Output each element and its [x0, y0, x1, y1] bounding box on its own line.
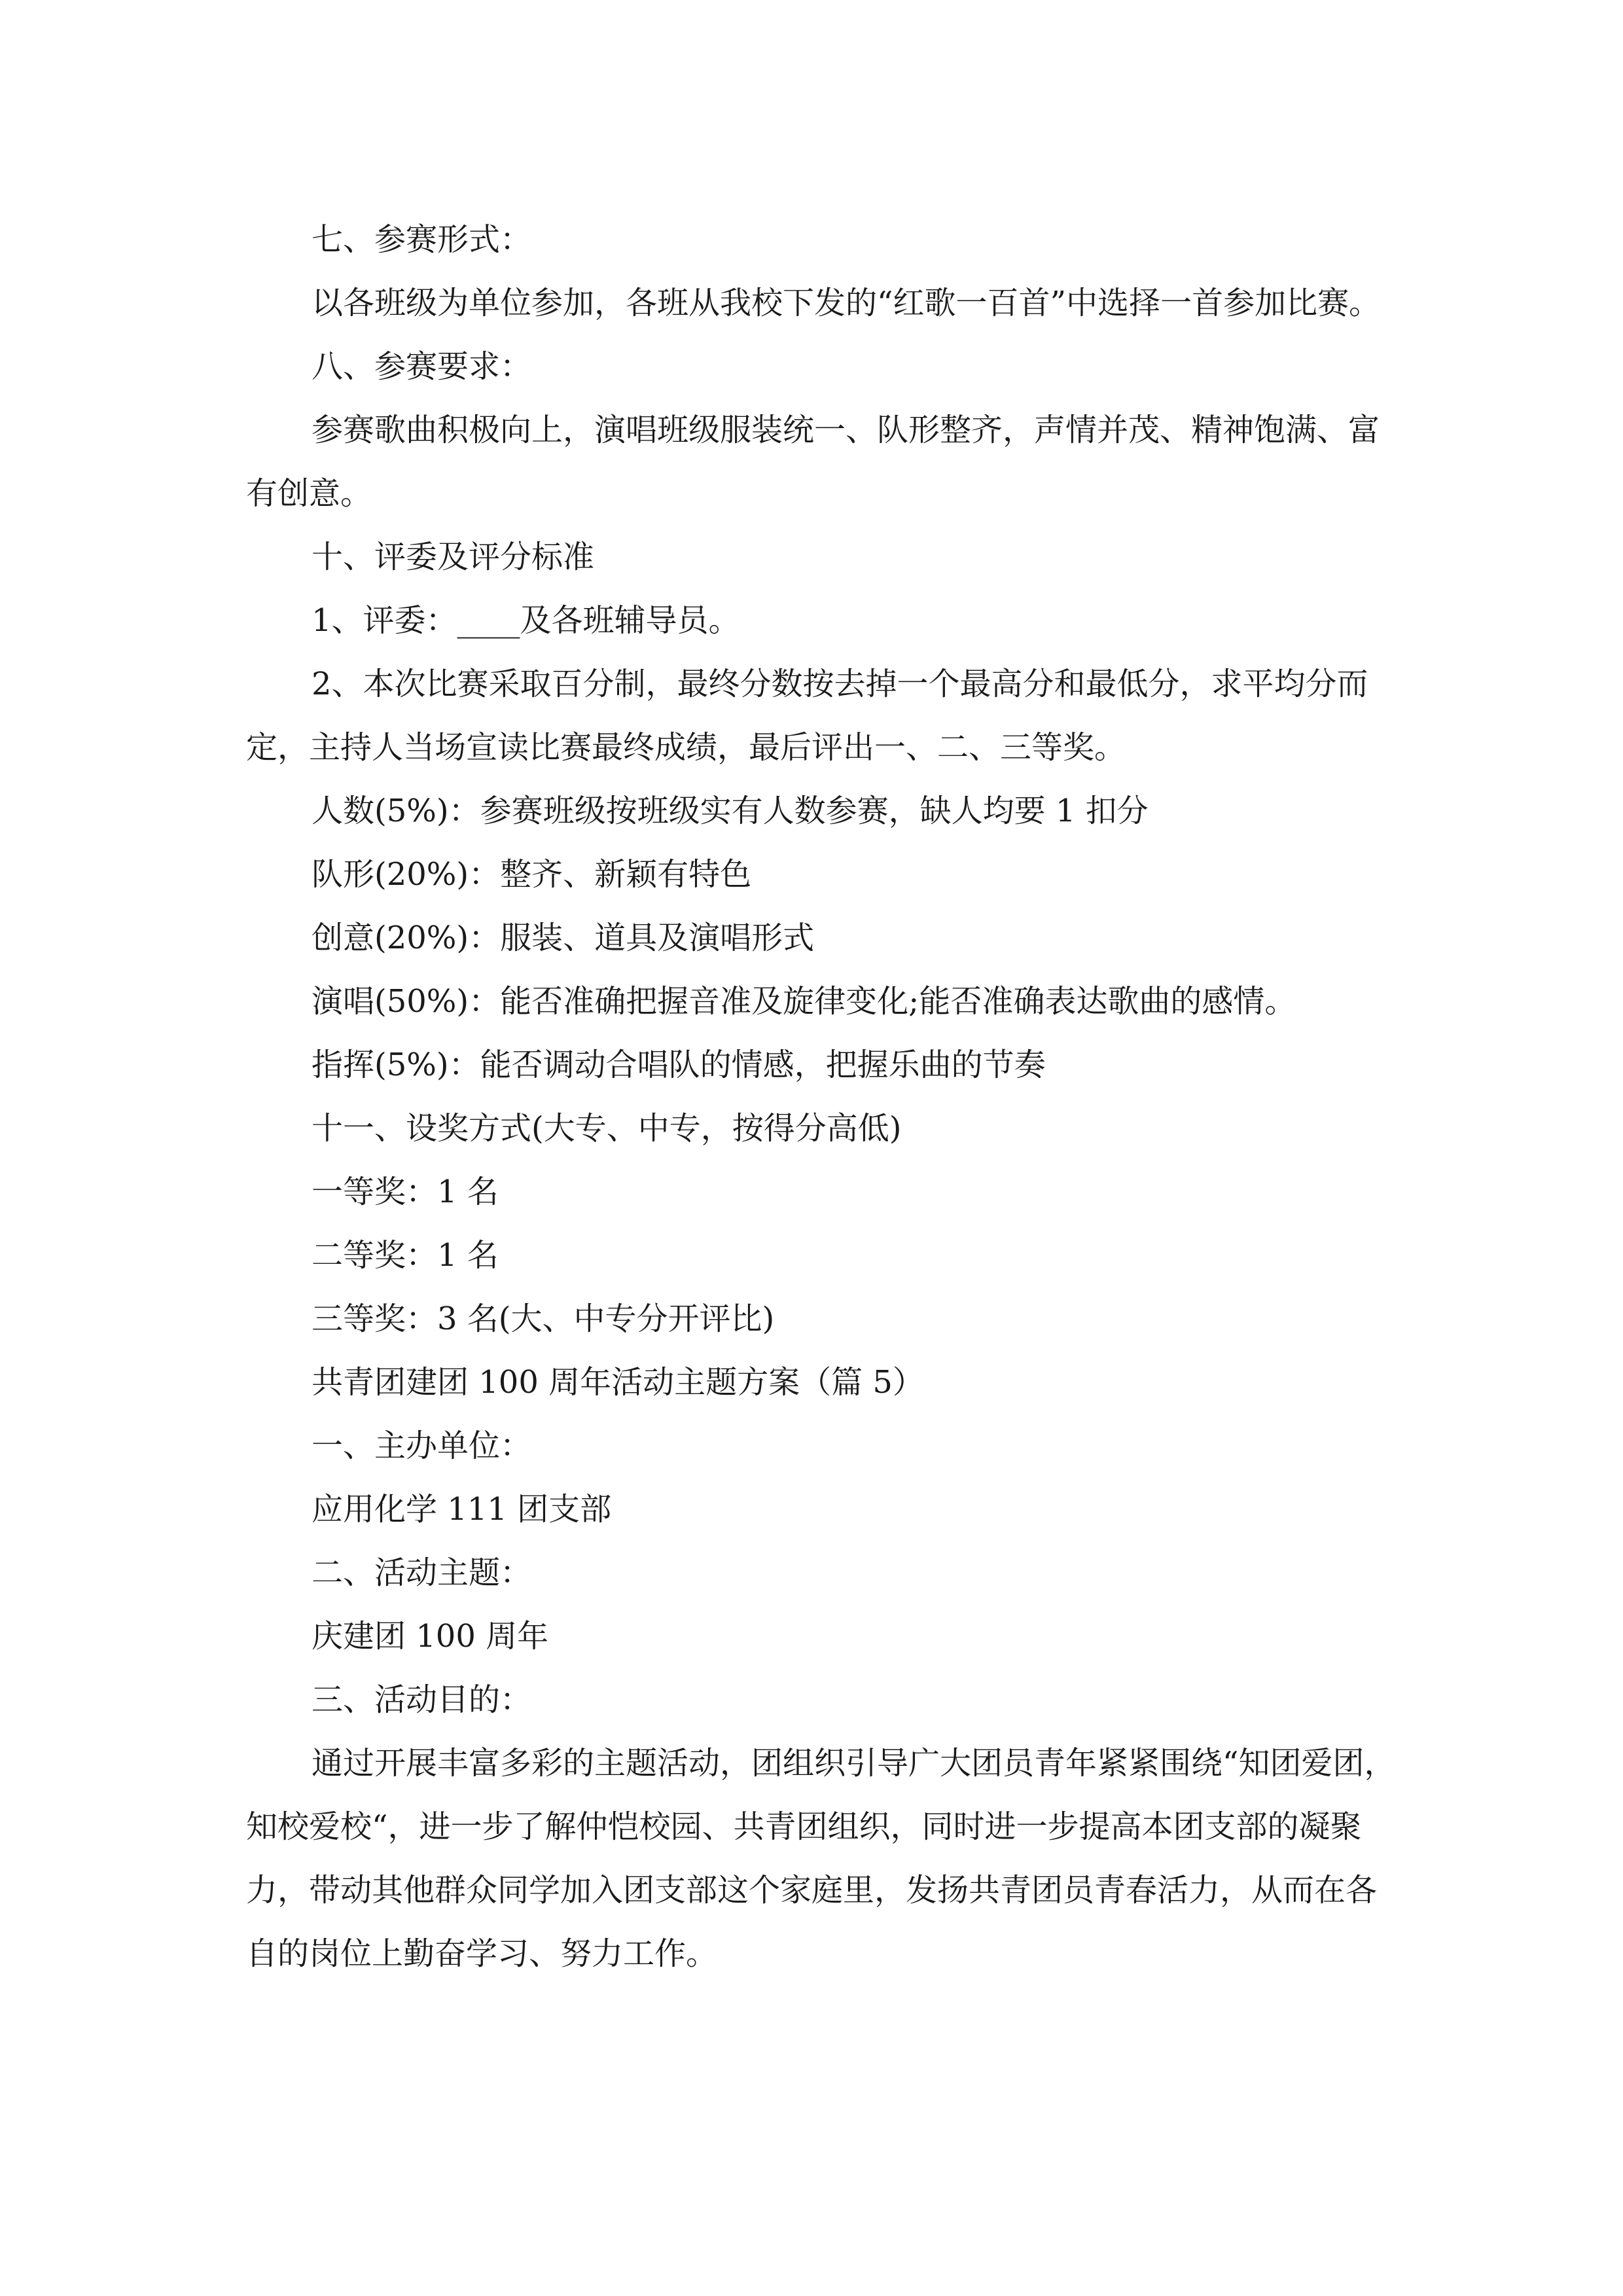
- judges-blank: ____: [457, 602, 520, 639]
- theme-heading: 二、活动主题：: [312, 1554, 532, 1591]
- award-item: 二等奖：1 名: [312, 1237, 499, 1274]
- criterion-item: 人数(5%)：参赛班级按班级实有人数参赛，缺人均要 1 扣分: [312, 793, 1149, 829]
- criterion-item: 创意(20%)：服装、道具及演唱形式: [312, 920, 815, 956]
- judges-line: [246, 589, 1398, 653]
- theme-value: 庆建团 100 周年: [312, 1618, 549, 1655]
- criterion-item: 演唱(50%)：能否准确把握音准及旋律变化;能否准确表达歌曲的感情。: [312, 983, 1296, 1020]
- judges-prefix: 1、评委：: [312, 602, 457, 639]
- criterion-item: 队形(20%)：整齐、新颖有特色: [312, 856, 752, 893]
- organizer-heading: 一、主办单位：: [312, 1427, 532, 1464]
- section8-body: 参赛歌曲积极向上，演唱班级服装统一、队形整齐，声情并茂、精神饱满、富有创意。: [246, 412, 1380, 512]
- criterion-item: 指挥(5%)：能否调动合唱队的情感，把握乐曲的节奏: [312, 1047, 1046, 1083]
- judges-suffix: 及各班辅导员。: [520, 602, 740, 639]
- section11-heading: 十一、设奖方式(大专、中专，按得分高低): [312, 1110, 902, 1147]
- section8-heading: 八、参赛要求：: [312, 348, 532, 385]
- scoring-rule: 2、本次比赛采取百分制，最终分数按去掉一个最高分和最低分，求平均分而定，主持人当场宣读比赛最终成绩，最后评出一、二、三等奖。: [246, 666, 1368, 766]
- document-body: [246, 208, 1398, 1986]
- purpose-heading: 三、活动目的：: [312, 1681, 532, 1718]
- award-item: 三等奖：3 名(大、中专分开评比): [312, 1300, 775, 1337]
- award-item: 一等奖：1 名: [312, 1174, 499, 1210]
- purpose-body: 通过开展丰富多彩的主题活动，团组织引导广大团员青年紧紧围绕“知团爱团，知校爱校“，进一步了解仲恺校园、共青团组织，同时进一步提高本团支部的凝聚力，带动其他群众同学加入团支部这个家庭里，发扬共青团员青春活力，从而在各自的岗位上勤奋学习、努力工作。: [246, 1745, 1396, 1972]
- plan-title: 共青团建团 100 周年活动主题方案（篇 5）: [312, 1364, 924, 1401]
- section7-body: 以各班级为单位参加，各班从我校下发的“红歌一百首”中选择一首参加比赛。: [312, 285, 1381, 321]
- organizer-value: 应用化学 111 团支部: [312, 1491, 612, 1528]
- section7-heading: 七、参赛形式：: [312, 221, 532, 258]
- section10-heading: 十、评委及评分标准: [312, 539, 595, 575]
